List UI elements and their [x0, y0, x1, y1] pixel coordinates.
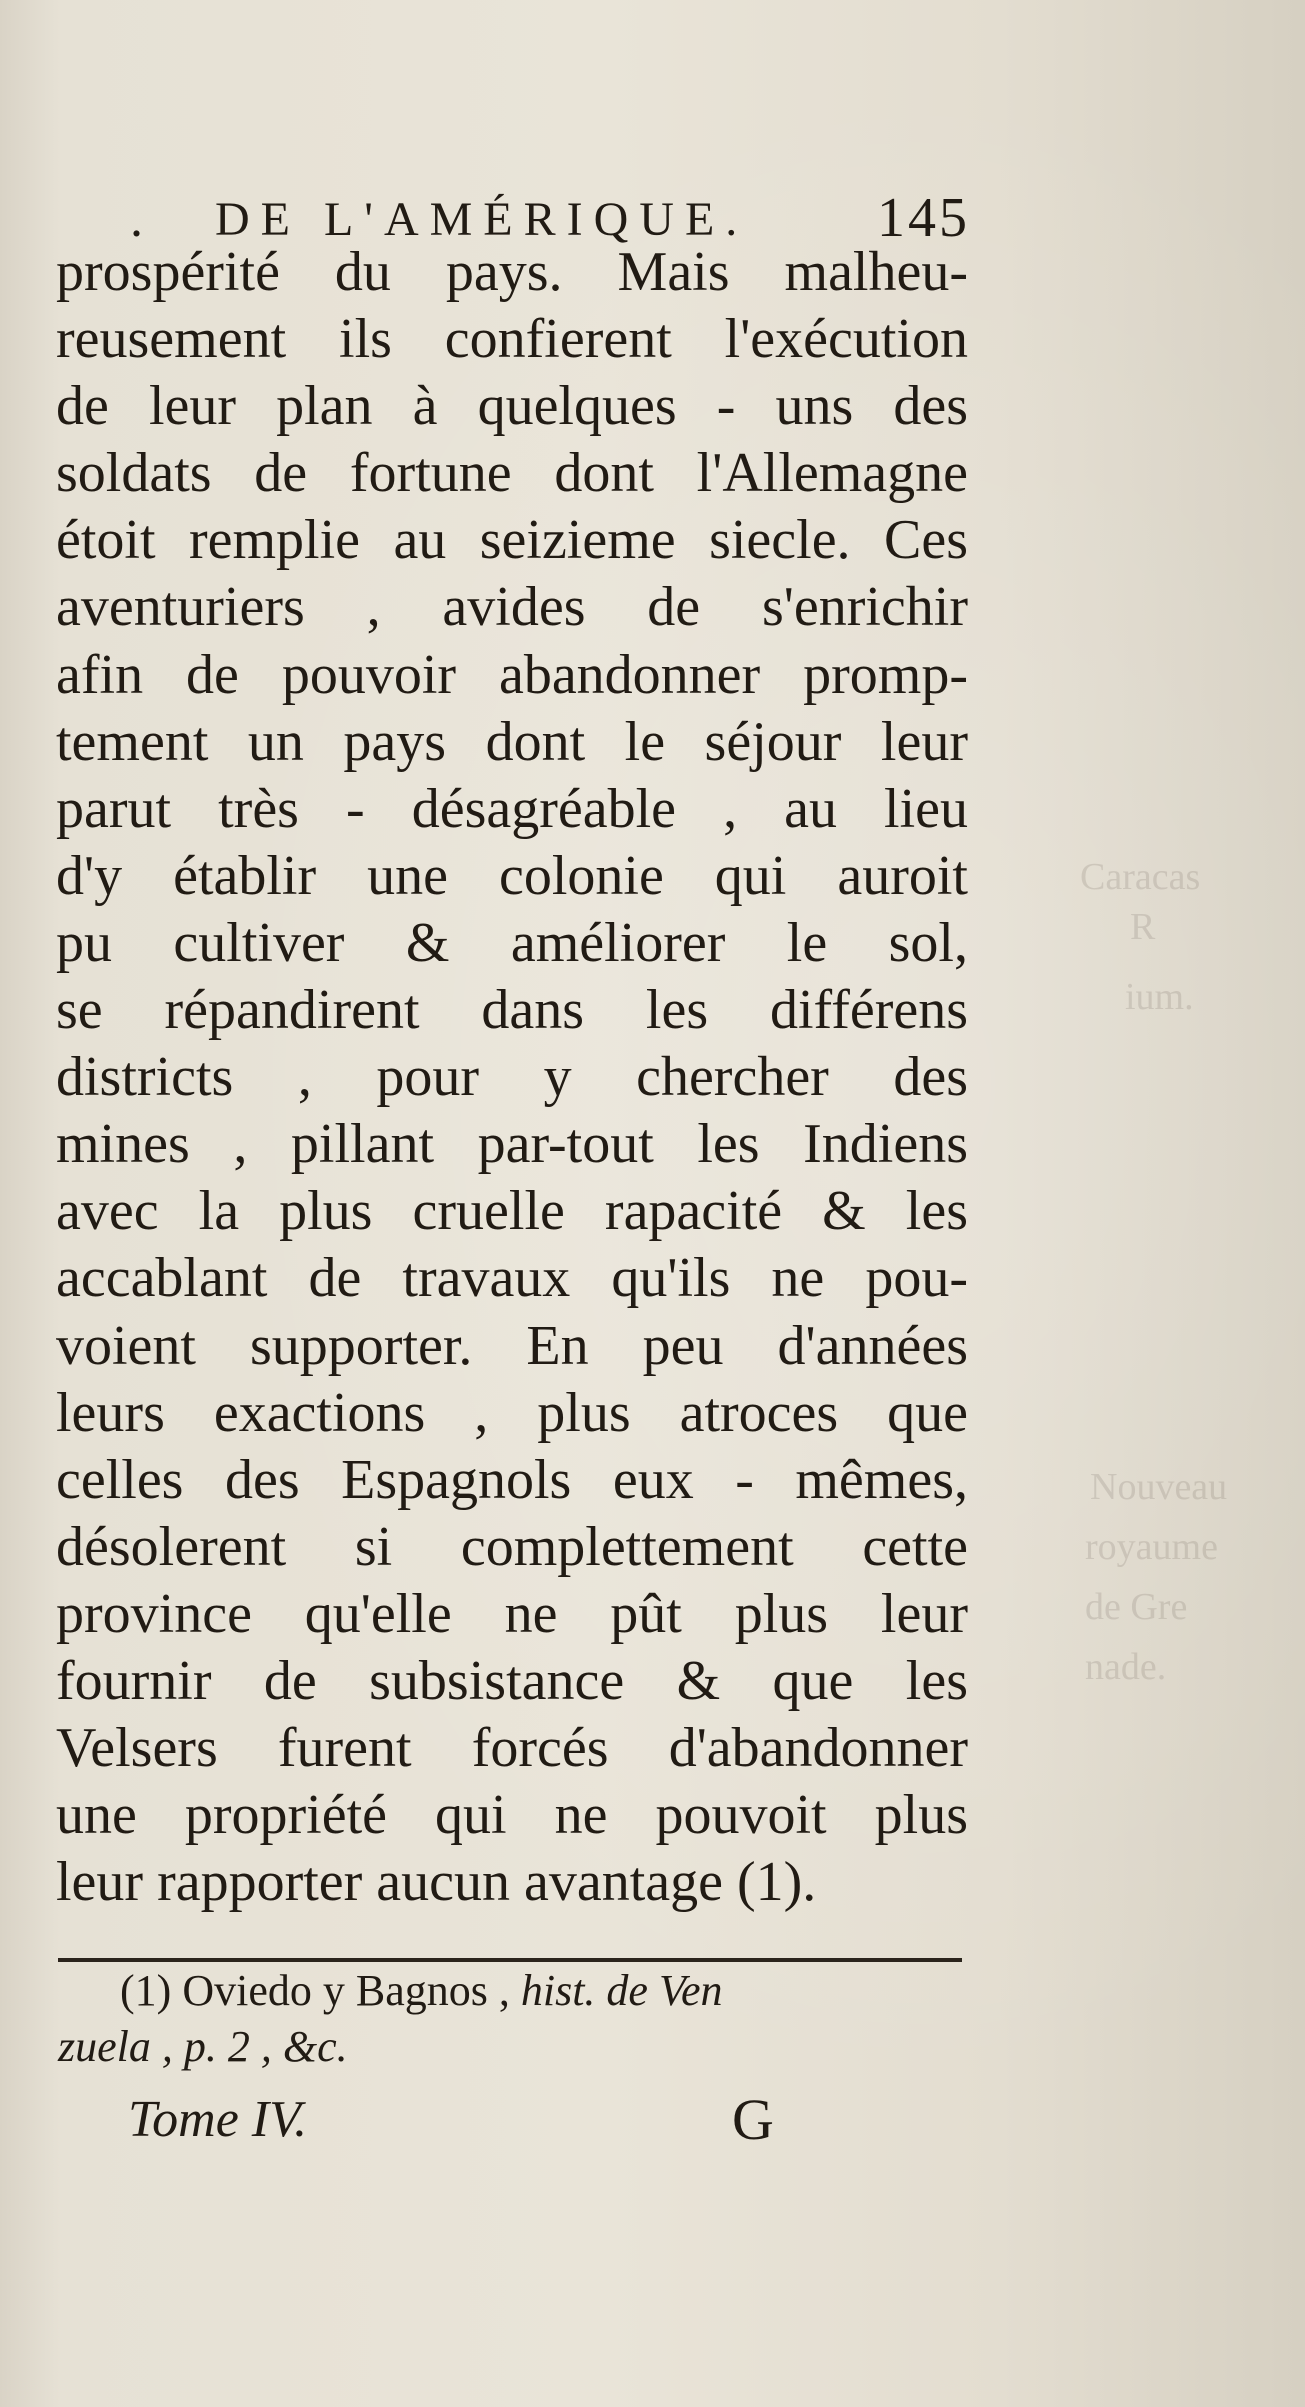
- signature-mark: G: [732, 2087, 774, 2152]
- footnote-work: hist. de Ven: [520, 1966, 723, 2015]
- text-line: fournir de subsistance & que les: [56, 1649, 968, 1712]
- text-line: se répandirent dans les différens: [56, 979, 968, 1042]
- footnote-author: Oviedo y Bagnos ,: [182, 1966, 510, 2015]
- text-line: avec la plus cruelle rapacité & les: [56, 1180, 968, 1243]
- text-line: province qu'elle ne pût plus leur: [56, 1582, 968, 1645]
- header-marker: .: [130, 191, 143, 248]
- text-line: voient supporter. En peu d'années: [56, 1314, 968, 1377]
- bleed-through-text: R: [1130, 906, 1156, 948]
- text-line: une propriété qui ne pouvoit plus: [56, 1784, 968, 1847]
- page-number: 145: [877, 187, 970, 249]
- text-line: Velsers furent forcés d'abandonner: [56, 1717, 968, 1780]
- bleed-through-text: ium.: [1125, 976, 1194, 1018]
- text-line: reusement ils confierent l'exécution: [56, 308, 968, 371]
- text-line: afin de pouvoir abandonner promp-: [56, 643, 968, 706]
- text-line: pu cultiver & améliorer le sol,: [56, 911, 968, 974]
- text-line: districts , pour y chercher des: [56, 1046, 968, 1109]
- footnote: [58, 1963, 968, 2075]
- text-line: étoit remplie au seizieme siecle. Ces: [56, 509, 968, 572]
- text-line: tement un pays dont le séjour leur: [56, 710, 968, 773]
- volume-label: Tome IV.: [128, 2091, 308, 2148]
- text-line: aventuriers , avides de s'enrichir: [56, 576, 968, 639]
- text-line: d'y établir une colonie qui auroit: [56, 844, 968, 907]
- text-line: leurs exactions , plus atroces que: [56, 1381, 968, 1444]
- text-line: celles des Espagnols eux - mêmes,: [56, 1448, 968, 1511]
- text-line: leur rapporter aucun avantage (1).: [56, 1851, 817, 1914]
- bleed-through-text: de Gre: [1085, 1586, 1188, 1628]
- text-line: accablant de travaux qu'ils ne pou-: [56, 1247, 968, 1310]
- bleed-through-text: nade.: [1085, 1646, 1167, 1688]
- text-line: prospérité du pays. Mais malheu-: [56, 241, 968, 303]
- bleed-through-text: Caracas: [1080, 856, 1201, 898]
- bleed-through-text: royaume: [1085, 1526, 1218, 1568]
- footnote-line: [58, 1963, 968, 2019]
- text-line: parut très - désagréable , au lieu: [56, 777, 968, 840]
- text-line: soldats de fortune dont l'Allemagne: [56, 442, 968, 505]
- text-line: de leur plan à quelques - uns des: [56, 375, 968, 438]
- footnote-line: zuela , p. 2 , &c.: [58, 2022, 348, 2071]
- footnote-marker: (1): [120, 1966, 172, 2015]
- text-line: désolerent si complettement cette: [56, 1515, 968, 1578]
- text-line: mines , pillant par-tout les Indiens: [56, 1113, 968, 1176]
- body-text: [56, 239, 968, 1916]
- bleed-through-text: Nouveau: [1090, 1466, 1228, 1508]
- footnote-rule: [58, 1958, 962, 1962]
- running-title: DE L'AMÉRIQUE.: [215, 193, 749, 246]
